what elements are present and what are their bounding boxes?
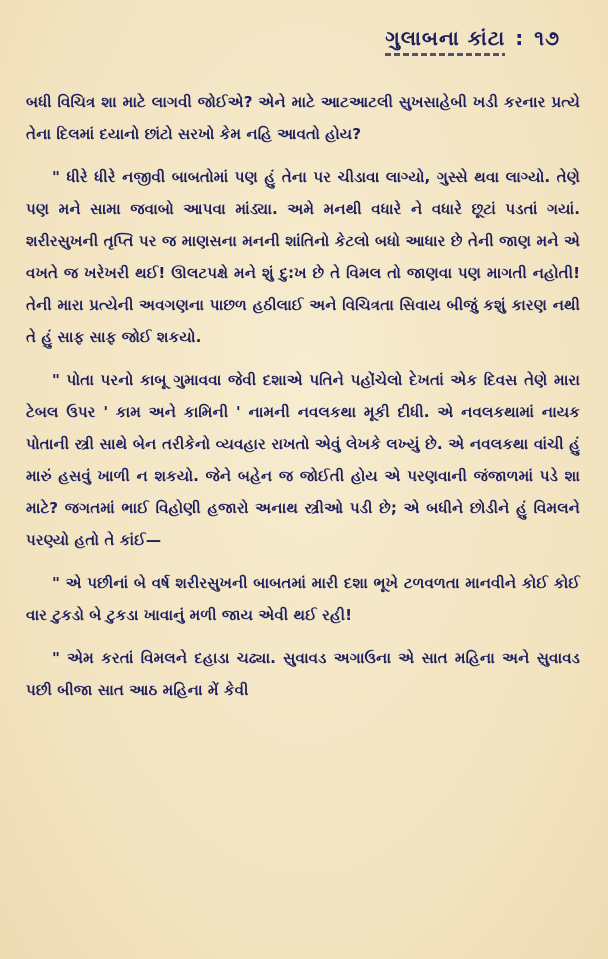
running-header bbox=[26, 26, 580, 66]
page-number: ૧૭ bbox=[534, 26, 560, 50]
paragraph-2: " ધીરે ધીરે નજીવી બાબતોમાં પણ હું તેના પર ચીડાવા લાગ્યો, ગુસ્સે થવા લાગ્યો. તેણે પણ મને સામા જવાબો આપવા માંડ્યા. અમે મનથી વધારે ને વધારે છૂટાં પડતાં ગયાં. શરીરસુખની તૃપ્તિ પર જ માણસના મનની શાંતિનો કેટલો બધો આધાર છે તેની જાણ મને એ વખતે જ ખરેખરી થઈ! ઊલટપક્ષે મને શું દુ:ખ છે તે વિમલ તો જાણવા પણ માગતી નહોતી! તેની મારા પ્રત્યેની અવગણના પાછળ હઠીલાઈ અને વિચિત્રતા સિવાય બીજું કશું કારણ નથી તે હું સાફ સાફ જોઈ શકયો. bbox=[26, 168, 580, 346]
chapter-title: ગુલાબના કાંટા bbox=[385, 26, 506, 50]
paragraph-4: " એ પછીનાં બે વર્ષ શરીરસુખની બાબતમાં મારી દશા ભૂખે ટળવળતા માનવીને કોઈ કોઈ વાર ટુકડો બે ટુકડા ખાવાનું મળી જાય એવી થઈ રહી! bbox=[26, 574, 580, 624]
body-text bbox=[26, 86, 580, 706]
paragraph-5: " એમ કરતાં વિમલને દહાડા ચઢ્યા. સુવાવડ અગાઉના એ સાત મહિના અને સુવાવડ પછી બીજા સાત આઠ મહિના મેં કેવી bbox=[26, 649, 580, 699]
paragraph-1: બધી વિચિત્ર શા માટે લાગવી જોઈએ? એને માટે આટઆટલી સુખસાહેબી ખડી કરનાર પ્રત્યે તેના દિલમાં દયાનો છાંટો સરખો કેમ નહિ આવતો હોય? bbox=[26, 93, 580, 143]
paragraph-3: " પોતા પરનો કાબૂ ગુમાવવા જેવી દશાએ પતિને પહોંચેલો દેખતાં એક દિવસ તેણે મારા ટેબલ ઉપર ' કામ અને કામિની ' નામની નવલકથા મૂકી દીધી. એ નવલકથામાં નાયક પોતાની સ્ત્રી સાથે બેન તરીકેનો વ્યવહાર રાખતો એવું લેખકે લખ્યું છે. એ નવલકથા વાંચી હું મારું હસવું ખાળી ન શકયો. જેને બહેન જ જોઈતી હોય એ પરણવાની જંજાળમાં પડે શા માટે? જગતમાં ભાઈ વિહોણી હજારો અનાથ સ્ત્રીઓ પડી છે; એ બધીને છોડીને હું વિમલને પરણ્યો હતો તે કાંઈ— bbox=[26, 371, 580, 549]
header-separator: : bbox=[515, 26, 525, 50]
